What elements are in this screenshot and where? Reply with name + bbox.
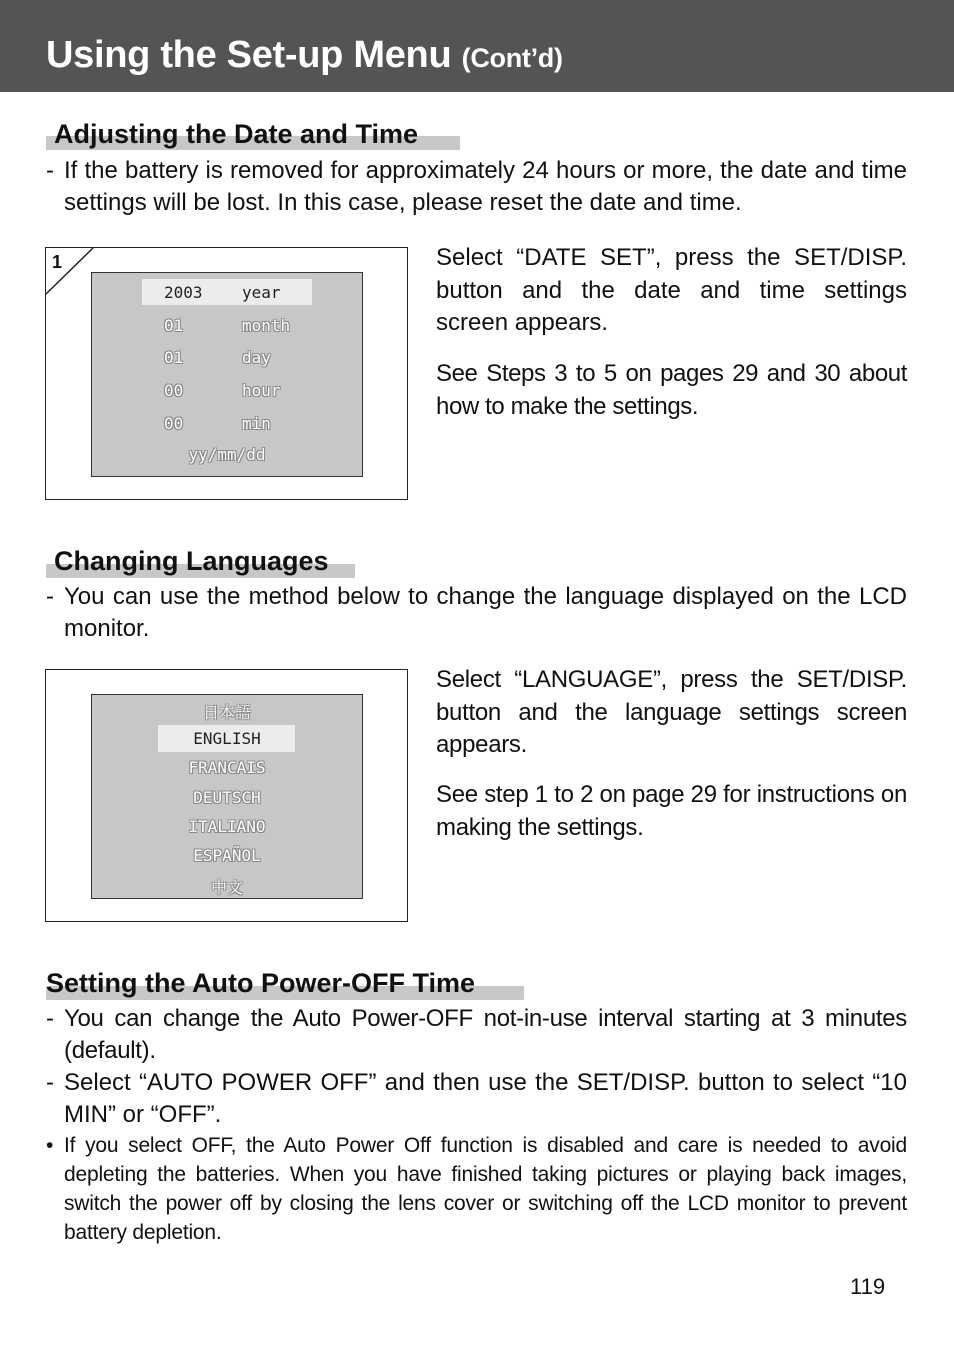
lcd-date-value: 00 <box>164 413 184 433</box>
lcd-date-format: yy/mm/dd <box>188 445 266 464</box>
paragraph-text: You can change the Auto Power-OFF not-in-use interval starting at 3 minutes (default). <box>64 1005 907 1064</box>
lcd-date-label: min <box>242 413 271 433</box>
date-set-reference: See Steps 3 to 5 on pages 29 and 30 about how to make the settings. <box>436 360 907 420</box>
lcd-date-value: 01 <box>164 348 184 368</box>
paragraph-auto-power-interval <box>46 1003 907 1067</box>
lcd-language-screen <box>91 694 363 899</box>
paragraph-languages <box>46 581 907 645</box>
paragraph-auto-power-select <box>46 1067 907 1131</box>
bullet-dash: - <box>46 157 54 184</box>
page-header <box>0 0 954 92</box>
lcd-date-screen <box>91 272 363 477</box>
date-set-instruction: Select “DATE SET”, press the SET/DISP. button and the date and time settings screen appears. <box>436 244 907 336</box>
section-title-auto-power-off: Setting the Auto Power-OFF Time <box>46 968 476 998</box>
lcd-language-option: DEUTSCH <box>193 787 261 807</box>
lcd-date-label: month <box>242 315 291 335</box>
lcd-language-option: ENGLISH <box>193 729 261 749</box>
bullet-dash: - <box>46 1069 54 1096</box>
paragraph-date-time <box>46 155 907 219</box>
lcd-language-option: 中文 <box>210 878 243 898</box>
language-reference: See step 1 to 2 on page 29 for instructions on making the settings. <box>436 781 907 841</box>
lcd-date-label: year <box>242 283 281 302</box>
section-title-languages: Changing Languages <box>54 546 329 576</box>
bullet-dash: - <box>46 583 54 610</box>
lcd-date-value: 00 <box>164 381 184 401</box>
note-text: If you select OFF, the Auto Power Off function is disabled and care is needed to avoid depleting the batteries. When you have finished taking pictures or playing back images, switch the power off by closing the lens cover or switching off the LCD monitor to prevent battery depletion. <box>64 1134 907 1244</box>
paragraph-text: Select “AUTO POWER OFF” and then use the SET/DISP. button to select “10 MIN” or “OFF”. <box>64 1069 907 1128</box>
page-subtitle: (Cont’d) <box>461 43 563 73</box>
bullet-dash: - <box>46 1005 54 1032</box>
language-figure <box>45 669 408 922</box>
page-number: 119 <box>850 1274 886 1299</box>
page-title: Using the Set-up Menu (Cont’d) <box>46 34 563 76</box>
paragraph-text: You can use the method below to change the language displayed on the LCD monitor. <box>64 583 907 642</box>
lcd-language-option: FRANCAIS <box>188 758 266 778</box>
bullet-dot: • <box>46 1134 54 1157</box>
paragraph-text: If the battery is removed for approximately 24 hours or more, the date and time settings will be lost. In this case, please reset the date and time. <box>64 157 907 216</box>
lcd-date-label: hour <box>242 381 281 401</box>
note-battery-depletion <box>46 1131 907 1247</box>
lcd-language-option: ESPAÑOL <box>193 846 261 865</box>
section-title-date-time: Adjusting the Date and Time <box>54 119 419 149</box>
lcd-language-option: 日本語 <box>202 703 251 722</box>
lcd-date-value: 2003 <box>164 283 203 302</box>
lcd-date-value: 01 <box>164 315 184 335</box>
lcd-date-label: day <box>242 348 271 368</box>
language-instruction: Select “LANGUAGE”, press the SET/DISP. button and the language settings screen appears. <box>436 666 907 758</box>
date-set-figure <box>45 247 408 500</box>
step-number: 1 <box>52 252 63 272</box>
lcd-language-option: ITALIANO <box>188 816 266 836</box>
